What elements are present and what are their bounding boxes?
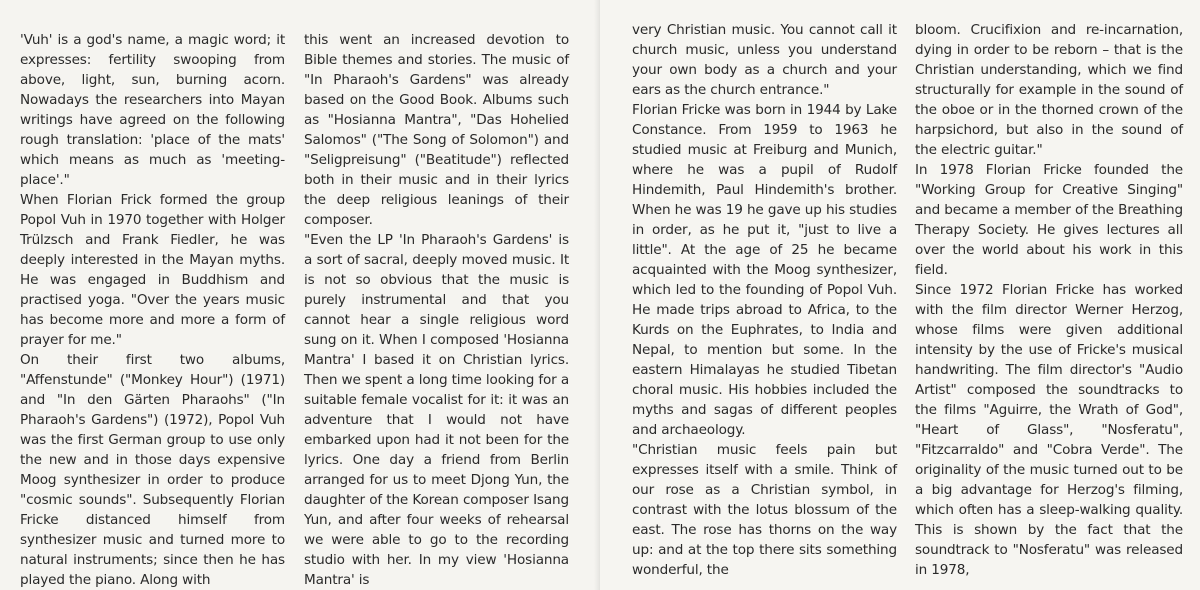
paragraph: very Christian music. You cannot call it church music, unless you understand your own body as a church and your ears as the church entrance."	[632, 22, 897, 98]
text-column-3	[632, 20, 897, 580]
text-column-1	[20, 30, 285, 590]
paragraph: bloom. Crucifixion and re-incarnation, dying in order to be reborn – that is the Christian understanding, which we find structurally for example in the sound of the oboe or in the thorned crown of the harpsichord, but also in the sound of the electric guitar."	[915, 22, 1183, 158]
text-column-4	[915, 20, 1183, 580]
paragraph: 'Vuh' is a god's name, a magic word; it expresses: fertility swooping from above, light, sun, burning acorn. Nowadays the researchers into Mayan writings have agreed on the following rough translation: 'place of the mats' which means as much as 'meeting-place'."	[20, 32, 285, 188]
paragraph: "Even the LP 'In Pharaoh's Gardens' is a sort of sacral, deeply moved music. It is not so obvious that the music is purely instrumental and that you cannot hear a single religious word sung on it. When I composed 'Hosianna Mantra' I based it on Christian lyrics. Then we spent a long time looking for a suitable female vocalist for it: it was an adventure that I would not have embarked upon had it not been for the lyrics. One day a friend from Berlin arranged for us to meet Djong Yun, the daughter of the Korean composer Isang Yun, and after four weeks of rehearsal we were able to go to the recording studio with her. In my view 'Hosianna Mantra' is	[304, 232, 569, 588]
paragraph: this went an increased devotion to Bible themes and stories. The music of "In Pharaoh's Gardens" was already based on the Good Book. Albums such as "Hosianna Mantra", "Das Hohelied Salomos" ("The Song of Solomon") and "Seligpreisung" ("Beatitude") reflected both in their music and in their lyrics the deep religious leanings of their composer.	[304, 32, 569, 228]
text-column-2	[304, 30, 569, 590]
paragraph: In 1978 Florian Fricke founded the "Working Group for Creative Singing" and became a member of the Breathing Therapy Society. He gives lectures all over the world about his work in this field.	[915, 162, 1183, 278]
paragraph: Florian Fricke was born in 1944 by Lake Constance. From 1959 to 1963 he studied music at Freiburg and Munich, where he was a pupil of Rudolf Hindemith, Paul Hindemith's brother. When he was 19 he gave up his studies in order, as he put it, "just to live a little". At the age of 25 he became acquainted with the Moog synthesizer, which led to the founding of Popol Vuh. He made trips abroad to Africa, to the Kurds on the Euphrates, to India and Nepal, to mention but some. In the eastern Himalayas he studied Tibetan choral music. His hobbies included the myths and sagas of different peoples and archaeology.	[632, 102, 897, 438]
paragraph: When Florian Frick formed the group Popol Vuh in 1970 together with Holger Trülzsch and Frank Fiedler, he was deeply interested in the Mayan myths. He was engaged in Buddhism and practised yoga. "Over the years music has become more and more a form of prayer for me."	[20, 192, 285, 348]
paragraph: On their first two albums, "Affenstunde" ("Monkey Hour") (1971) and "In den Gärten Pharaohs" ("In Pharaoh's Gardens") (1972), Popol Vuh was the first German group to use only the new and in those days expensive Moog synthesizer in order to produce "cosmic sounds". Subsequently Florian Fricke distanced himself from synthesizer music and turned more to natural instruments; since then he has played the piano. Along with	[20, 352, 285, 588]
paragraph: "Christian music feels pain but expresses itself with a smile. Think of our rose as a Christian symbol, in contrast with the lotus blossum of the east. The rose has thorns on the way up: and at the top there sits something wonderful, the	[632, 442, 897, 578]
paragraph: Since 1972 Florian Fricke has worked with the film director Werner Herzog, whose films were given additional intensity by the use of Fricke's musical handwriting. The film director's "Audio Artist" composed the soundtracks to the films "Aguirre, the Wrath of God", "Heart of Glass", "Nosferatu", "Fitzcarraldo" and "Cobra Verde". The originality of the music turned out to be a big advantage for Herzog's filming, which often has a sleep-walking quality. This is shown by the fact that the soundtrack to "Nosferatu" was released in 1978,	[915, 282, 1183, 578]
